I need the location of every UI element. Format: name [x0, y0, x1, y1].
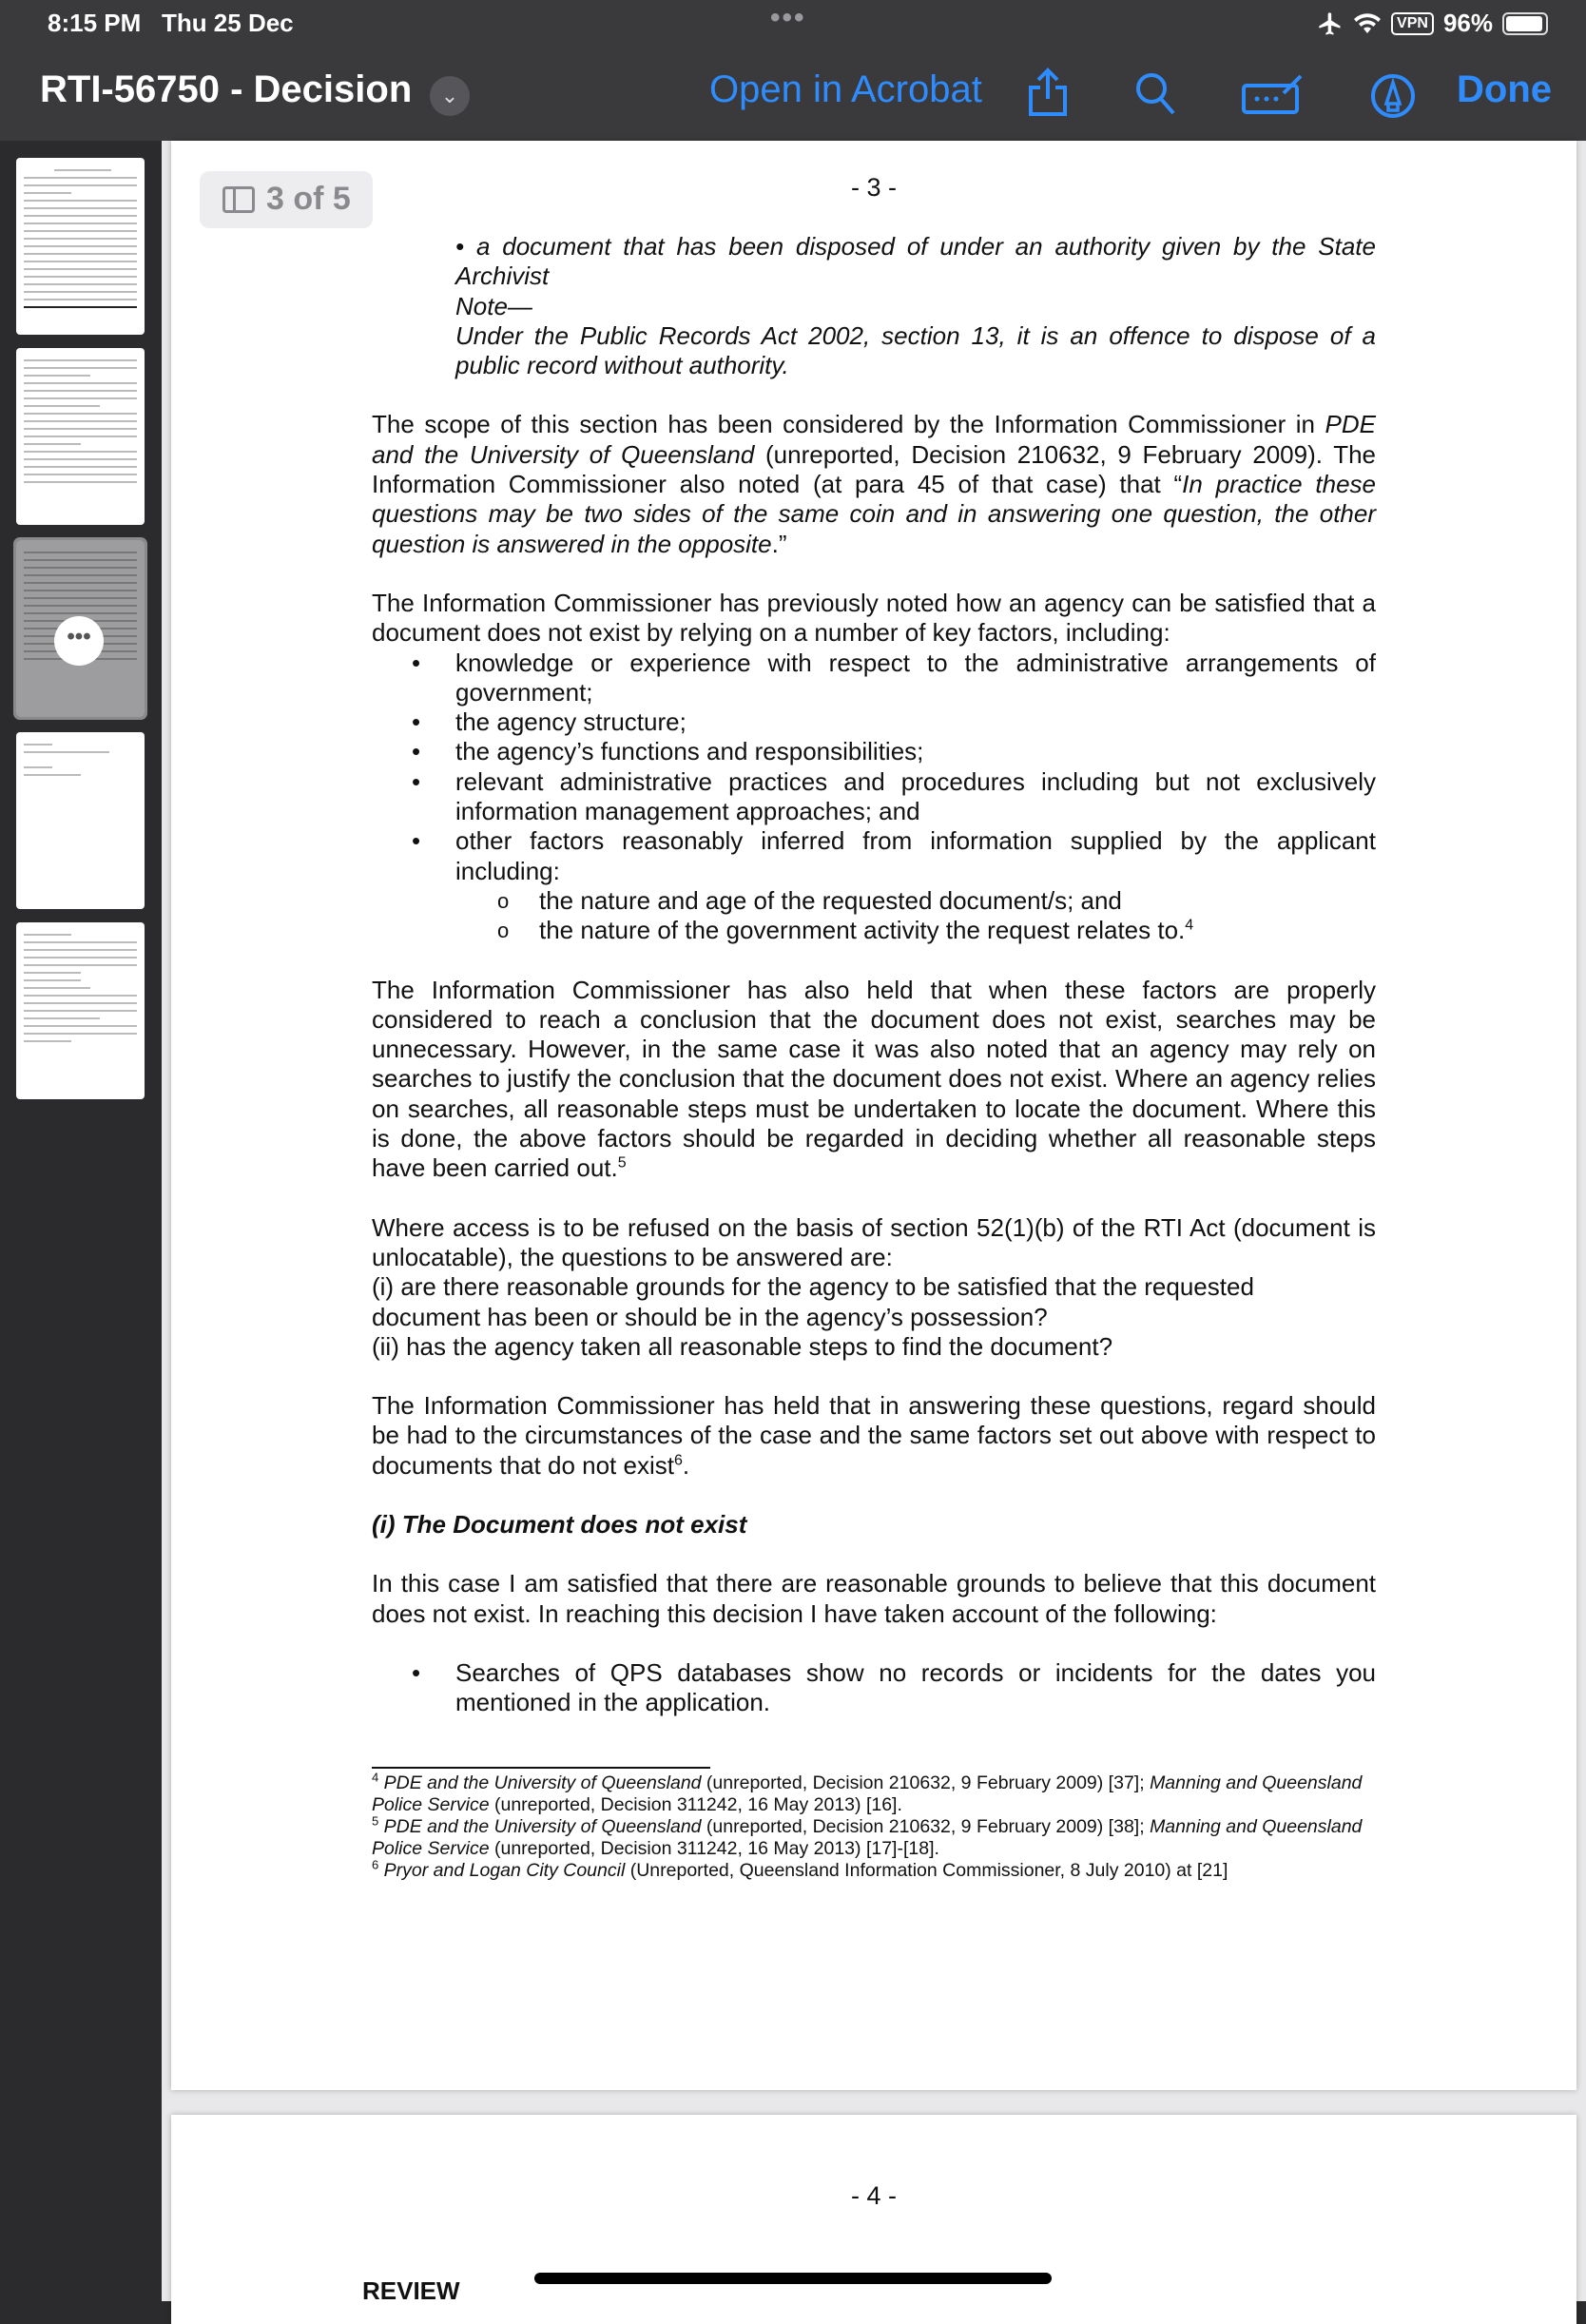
footnote-ref: 5	[617, 1154, 627, 1172]
page-thumbnail-1[interactable]	[16, 158, 145, 335]
paragraph-searches: The Information Commissioner has also held that when these factors are properly considered to reach a conclusion that the document does not exist, searches may be unnecessary. However, in the same case it was also noted that an agency may rely on searches to justify the conclusion that the document does not exist. Where an agency relies on searches, all reasonable steps must be undertaken to locate the document. Where this is done, the above factors should be regarded in deciding whether all reasonable steps have been carried out.$^5$	[372, 975, 1376, 1183]
open-in-acrobat-button[interactable]: Open in Acrobat	[709, 68, 982, 110]
list-item: • relevant administrative practices and procedures including but not exclusively information management approaches; and	[455, 767, 1376, 827]
page-4-heading: REVIEW	[362, 2276, 460, 2305]
vpn-badge: VPN	[1391, 12, 1434, 35]
footnote-6: $^6$ Pryor and Logan City Council (Unreported, Queensland Information Commissioner, 8 July 2010) at [21]	[372, 1857, 1228, 1882]
list-item: • the agency’s functions and responsibilities;	[455, 737, 1376, 766]
page-thumbnail-4[interactable]	[16, 732, 145, 909]
list-item: o the nature of the government activity the request relates to.$^4$	[539, 916, 1376, 945]
footnote-5: $^5$ PDE and the University of Queensland (unreported, Decision 210632, 9 February 2009) [38]; Manning and Queensland Police Service (unreported, Decision 311242, 16 May 2013) [17]-[18].	[372, 1813, 1363, 1860]
wifi-icon	[1353, 12, 1382, 35]
search-icon[interactable]	[1133, 70, 1177, 118]
markup-icon[interactable]	[1369, 72, 1417, 120]
list-item: • Searches of QPS databases show no records or incidents for the dates you mentioned in the application.	[455, 1658, 1376, 1718]
footnote-divider	[372, 1767, 710, 1769]
footnote-ref: 4	[1185, 917, 1194, 934]
page-thumbnail-5[interactable]	[16, 922, 145, 1099]
section-heading: (i) The Document does not exist	[372, 1509, 747, 1539]
document-title[interactable]: RTI-56750 - Decision	[40, 68, 413, 110]
document-viewer[interactable]	[162, 141, 1586, 2305]
status-right	[1317, 9, 1548, 38]
conclusion-list	[455, 1658, 1376, 1718]
paragraph-circumstances: The Information Commissioner has held that in answering these questions, regard should be had to the circumstances of the case and the same factors set out above with respect to documents that do not exist$^6$.	[372, 1391, 1376, 1480]
fill-sign-icon[interactable]	[1242, 74, 1305, 116]
page-number: - 4 -	[850, 2181, 897, 2210]
chevron-down-icon[interactable]: ⌄	[430, 76, 470, 116]
footnote-ref: 6	[673, 1452, 683, 1469]
share-icon[interactable]	[1027, 67, 1069, 118]
list-item: • knowledge or experience with respect to the administrative arrangements of government;	[455, 649, 1376, 708]
pdf-page-3	[171, 141, 1576, 2090]
page-number: - 3 -	[850, 173, 897, 202]
paragraph-conclusion: In this case I am satisfied that there are reasonable grounds to believe that this document does not exist. In reaching this decision I have taken account of the following:	[372, 1569, 1376, 1628]
paragraph-key-factors: The Information Commissioner has previously noted how an agency can be satisfied that a document does not exist by relying on a number of key factors, including:	[372, 588, 1376, 648]
page-indicator[interactable]: 3 of 5	[200, 171, 373, 228]
list-item: • the agency structure;	[455, 707, 1376, 737]
page-thumbnail-3-selected[interactable]	[16, 540, 145, 717]
list-item: • other factors reasonably inferred from information supplied by the applicant including:	[455, 826, 1376, 886]
factors-list	[455, 649, 1376, 886]
page-thumbnail-2[interactable]	[16, 348, 145, 525]
status-bar	[0, 0, 1586, 49]
paragraph-scope: The scope of this section has been considered by the Information Commissioner in PDE and the University of Queensland (unreported, Decision 210632, 9 February 2009). The Information Commissioner also noted (at para 45 of that case) that “In practice these questions may be two sides of the same coin and in answering one question, the other question is answered in the opposite.”	[372, 410, 1377, 558]
list-item: o the nature and age of the requested document/s; and	[539, 886, 1376, 916]
status-time: 8:15 PM Thu 25 Dec	[48, 9, 294, 37]
airplane-icon	[1317, 10, 1344, 37]
quoted-provision: • a document that has been disposed of under an authority given by the State Archivist Note— Under the Public Records Act 2002, section 13, it is an offence to dispose of a public record without authority.	[455, 232, 1376, 380]
multitasking-dots-icon[interactable]: •••	[770, 2, 806, 33]
home-indicator[interactable]	[534, 2273, 1052, 2284]
footnote-4: $^4$ PDE and the University of Queensland (unreported, Decision 210632, 9 February 2009) [37]; Manning and Queensland Police Service (unreported, Decision 311242, 16 May 2013) [16].	[372, 1770, 1363, 1816]
pdf-toolbar	[0, 49, 1586, 141]
battery-percent: 96%	[1442, 9, 1493, 37]
done-button[interactable]: Done	[1457, 68, 1552, 110]
more-options-icon[interactable]: •••	[54, 616, 104, 666]
page-thumbnail-sidebar	[0, 141, 162, 2301]
paragraph-questions: Where access is to be refused on the basis of section 52(1)(b) of the RTI Act (document is unlocatable), the questions to be answered are: (i) are there reasonable grounds for the agency to be satisfied that the requested document has been or should be in the agency’s possession? (ii) has the agency taken all reasonable steps to find the document?	[372, 1212, 1376, 1361]
document-body	[372, 232, 1376, 1882]
battery-icon	[1502, 12, 1548, 35]
subfactors-list	[539, 886, 1376, 946]
